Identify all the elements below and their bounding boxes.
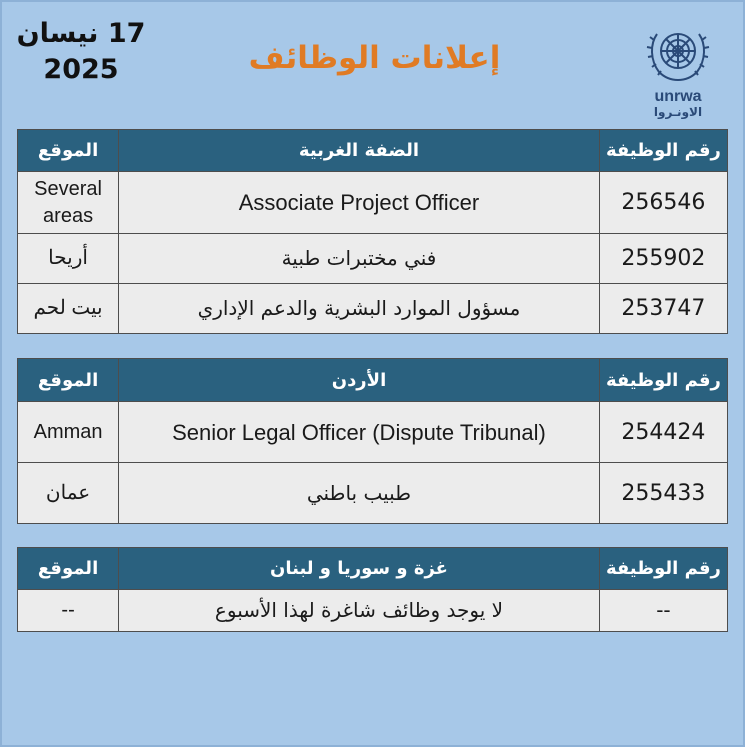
job-number: 255433 bbox=[599, 463, 727, 524]
table-row bbox=[18, 463, 728, 524]
page-title: إعلانات الوظائف bbox=[248, 40, 501, 76]
job-number: 254424 bbox=[599, 402, 727, 463]
unrwa-logo bbox=[632, 22, 724, 122]
table-row bbox=[18, 590, 728, 632]
table-row bbox=[18, 284, 728, 334]
date bbox=[16, 16, 146, 88]
job-title: طبيب باطني bbox=[119, 463, 600, 524]
col-number-header: رقم الوظيفة bbox=[599, 359, 727, 402]
un-emblem-icon bbox=[645, 22, 711, 86]
date-year: 2025 bbox=[43, 54, 119, 85]
job-title: لا يوجد وظائف شاغرة لهذا الأسبوع bbox=[119, 590, 600, 632]
job-location: Several areas bbox=[18, 172, 119, 234]
job-title: مسؤول الموارد البشرية والدعم الإداري bbox=[119, 284, 600, 334]
table-row bbox=[18, 402, 728, 463]
job-number: -- bbox=[599, 590, 727, 632]
job-location: أريحا bbox=[18, 234, 119, 284]
table-row bbox=[18, 172, 728, 234]
job-number: 256546 bbox=[599, 172, 727, 234]
col-location-header: الموقع bbox=[18, 359, 119, 402]
col-location-header: الموقع bbox=[18, 548, 119, 590]
logo-text-en: unrwa bbox=[654, 88, 702, 105]
job-title: Associate Project Officer bbox=[119, 172, 600, 234]
logo-text-ar: الاونـروا bbox=[653, 105, 703, 119]
col-region-header: غزة و سوريا و لبنان bbox=[119, 548, 600, 590]
table-gaza-syria-lebanon bbox=[17, 547, 728, 632]
col-location-header: الموقع bbox=[18, 130, 119, 172]
job-location: عمان bbox=[18, 463, 119, 524]
date-day-month: 17 نيسان bbox=[16, 18, 146, 49]
job-number: 253747 bbox=[599, 284, 727, 334]
col-region-header: الضفة الغربية bbox=[119, 130, 600, 172]
col-number-header: رقم الوظيفة bbox=[599, 130, 727, 172]
job-number: 255902 bbox=[599, 234, 727, 284]
job-title: فني مختبرات طبية bbox=[119, 234, 600, 284]
col-number-header: رقم الوظيفة bbox=[599, 548, 727, 590]
table-jordan bbox=[17, 358, 728, 524]
table-row bbox=[18, 234, 728, 284]
table-header-row bbox=[18, 359, 728, 402]
job-location: بيت لحم bbox=[18, 284, 119, 334]
col-region-header: الأردن bbox=[119, 359, 600, 402]
job-location: -- bbox=[18, 590, 119, 632]
table-header-row bbox=[18, 548, 728, 590]
job-title: Senior Legal Officer (Dispute Tribunal) bbox=[119, 402, 600, 463]
job-location: Amman bbox=[18, 402, 119, 463]
table-header-row bbox=[18, 130, 728, 172]
table-west-bank bbox=[17, 129, 728, 334]
